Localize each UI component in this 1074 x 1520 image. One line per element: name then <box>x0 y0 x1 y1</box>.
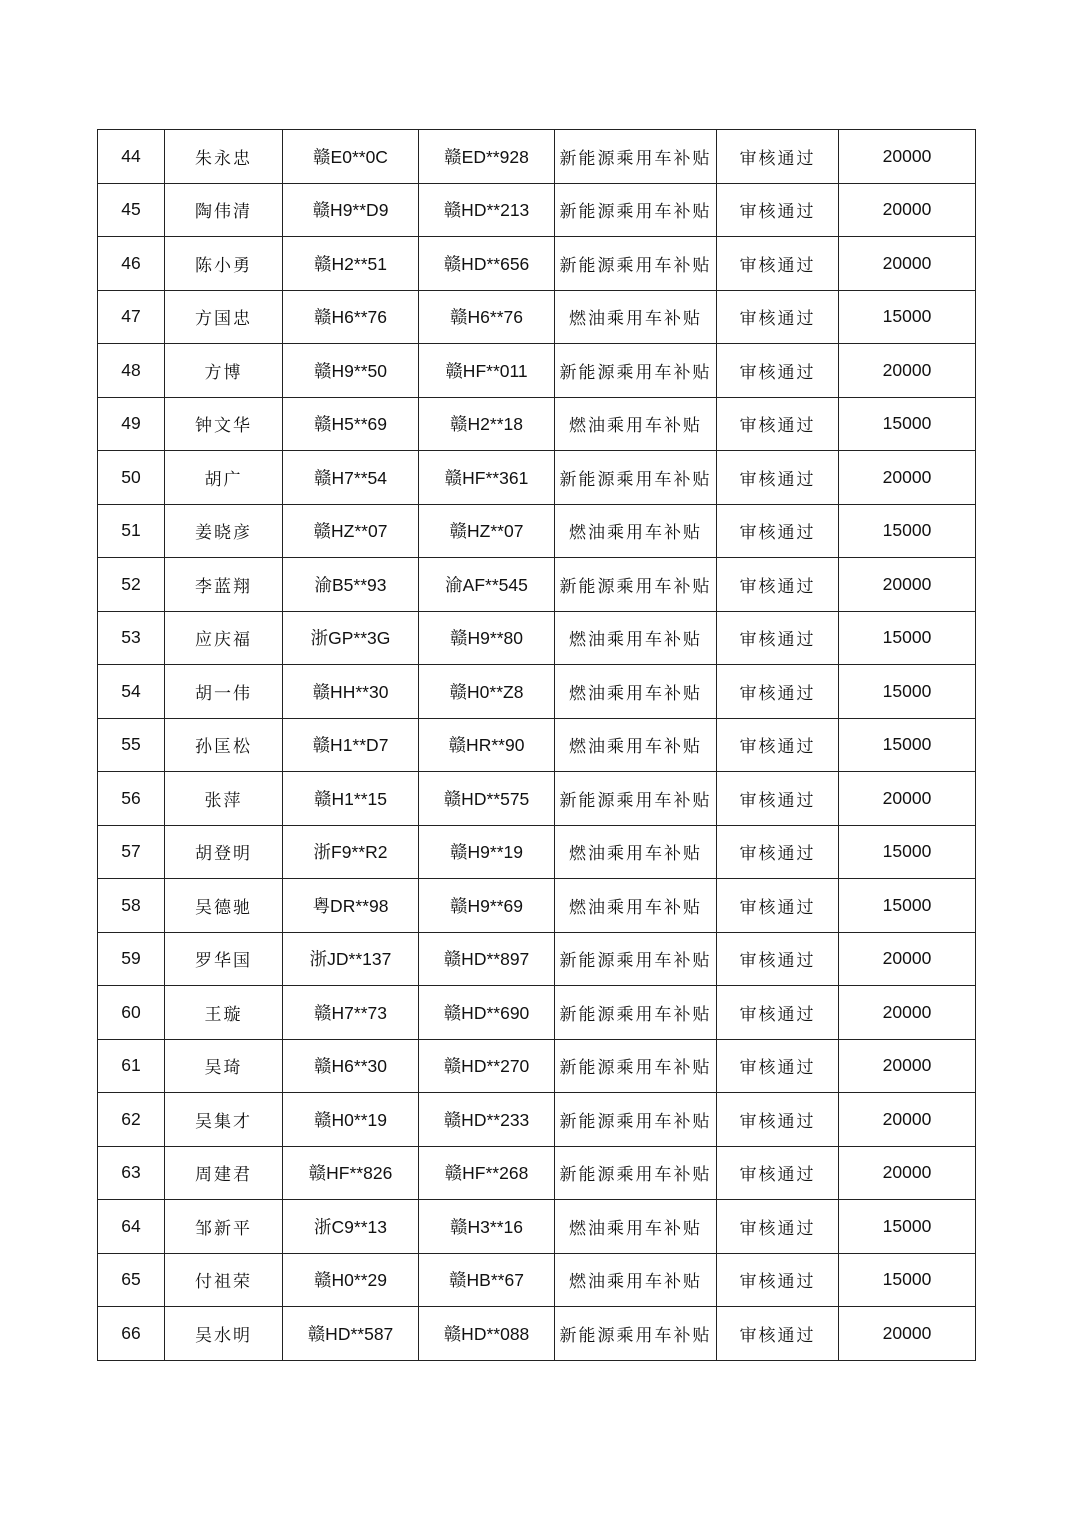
applicant-name-cell: 张萍 <box>165 772 283 826</box>
row-number-cell: 45 <box>98 183 165 237</box>
table-row <box>98 718 976 772</box>
subsidy-type-cell: 新能源乘用车补贴 <box>555 183 717 237</box>
table-row <box>98 1146 976 1200</box>
applicant-name-cell: 吴德驰 <box>165 879 283 933</box>
review-status-cell: 审核通过 <box>717 451 839 505</box>
table-row <box>98 397 976 451</box>
subsidy-type-cell: 新能源乘用车补贴 <box>555 932 717 986</box>
table-row <box>98 1039 976 1093</box>
review-status-cell: 审核通过 <box>717 558 839 612</box>
plate-number-cell: 赣E0**0C <box>283 130 419 184</box>
row-number-cell: 48 <box>98 344 165 398</box>
plate-number-cell: 赣HD**575 <box>419 772 555 826</box>
subsidy-type-cell: 新能源乘用车补贴 <box>555 986 717 1040</box>
row-number-cell: 65 <box>98 1253 165 1307</box>
row-number-cell: 53 <box>98 611 165 665</box>
review-status-cell: 审核通过 <box>717 986 839 1040</box>
plate-number-cell: 赣HB**67 <box>419 1253 555 1307</box>
amount-cell: 15000 <box>839 397 976 451</box>
review-status-cell: 审核通过 <box>717 344 839 398</box>
applicant-name-cell: 罗华国 <box>165 932 283 986</box>
plate-number-cell: 赣H6**76 <box>283 290 419 344</box>
row-number-cell: 66 <box>98 1307 165 1361</box>
row-number-cell: 51 <box>98 504 165 558</box>
plate-number-cell: 浙C9**13 <box>283 1200 419 1254</box>
plate-number-cell: 渝AF**545 <box>419 558 555 612</box>
amount-cell: 15000 <box>839 665 976 719</box>
plate-number-cell: 赣H0**29 <box>283 1253 419 1307</box>
table-row <box>98 1200 976 1254</box>
amount-cell: 15000 <box>839 1253 976 1307</box>
amount-cell: 20000 <box>839 1093 976 1147</box>
plate-number-cell: 赣HH**30 <box>283 665 419 719</box>
table-row <box>98 1307 976 1361</box>
amount-cell: 20000 <box>839 130 976 184</box>
review-status-cell: 审核通过 <box>717 1093 839 1147</box>
table-row <box>98 130 976 184</box>
table-row <box>98 1253 976 1307</box>
subsidy-type-cell: 新能源乘用车补贴 <box>555 451 717 505</box>
plate-number-cell: 赣H2**51 <box>283 237 419 291</box>
plate-number-cell: 浙F9**R2 <box>283 825 419 879</box>
subsidy-type-cell: 燃油乘用车补贴 <box>555 665 717 719</box>
row-number-cell: 62 <box>98 1093 165 1147</box>
table-row <box>98 183 976 237</box>
row-number-cell: 63 <box>98 1146 165 1200</box>
row-number-cell: 61 <box>98 1039 165 1093</box>
plate-number-cell: 赣H2**18 <box>419 397 555 451</box>
amount-cell: 20000 <box>839 451 976 505</box>
amount-cell: 15000 <box>839 879 976 933</box>
amount-cell: 15000 <box>839 1200 976 1254</box>
row-number-cell: 57 <box>98 825 165 879</box>
amount-cell: 20000 <box>839 986 976 1040</box>
plate-number-cell: 赣H0**Z8 <box>419 665 555 719</box>
row-number-cell: 55 <box>98 718 165 772</box>
amount-cell: 20000 <box>839 558 976 612</box>
plate-number-cell: 赣H9**50 <box>283 344 419 398</box>
plate-number-cell: 赣HD**897 <box>419 932 555 986</box>
plate-number-cell: 赣H9**D9 <box>283 183 419 237</box>
row-number-cell: 46 <box>98 237 165 291</box>
plate-number-cell: 赣H6**30 <box>283 1039 419 1093</box>
subsidy-type-cell: 新能源乘用车补贴 <box>555 130 717 184</box>
plate-number-cell: 粤DR**98 <box>283 879 419 933</box>
amount-cell: 15000 <box>839 825 976 879</box>
row-number-cell: 56 <box>98 772 165 826</box>
amount-cell: 20000 <box>839 772 976 826</box>
review-status-cell: 审核通过 <box>717 825 839 879</box>
applicant-name-cell: 姜晓彦 <box>165 504 283 558</box>
amount-cell: 20000 <box>839 932 976 986</box>
applicant-name-cell: 钟文华 <box>165 397 283 451</box>
plate-number-cell: 赣H7**73 <box>283 986 419 1040</box>
applicant-name-cell: 朱永忠 <box>165 130 283 184</box>
applicant-name-cell: 李蓝翔 <box>165 558 283 612</box>
amount-cell: 15000 <box>839 290 976 344</box>
applicant-name-cell: 胡广 <box>165 451 283 505</box>
plate-number-cell: 赣ED**928 <box>419 130 555 184</box>
subsidy-type-cell: 燃油乘用车补贴 <box>555 397 717 451</box>
table-row <box>98 558 976 612</box>
row-number-cell: 44 <box>98 130 165 184</box>
plate-number-cell: 赣H3**16 <box>419 1200 555 1254</box>
plate-number-cell: 赣HF**268 <box>419 1146 555 1200</box>
review-status-cell: 审核通过 <box>717 932 839 986</box>
row-number-cell: 47 <box>98 290 165 344</box>
plate-number-cell: 赣H6**76 <box>419 290 555 344</box>
table-row <box>98 1093 976 1147</box>
table-row <box>98 986 976 1040</box>
review-status-cell: 审核通过 <box>717 1253 839 1307</box>
subsidy-type-cell: 新能源乘用车补贴 <box>555 237 717 291</box>
subsidy-type-cell: 燃油乘用车补贴 <box>555 290 717 344</box>
table-row <box>98 825 976 879</box>
subsidy-type-cell: 新能源乘用车补贴 <box>555 558 717 612</box>
plate-number-cell: 赣HF**826 <box>283 1146 419 1200</box>
review-status-cell: 审核通过 <box>717 1146 839 1200</box>
row-number-cell: 49 <box>98 397 165 451</box>
subsidy-type-cell: 新能源乘用车补贴 <box>555 344 717 398</box>
amount-cell: 20000 <box>839 183 976 237</box>
amount-cell: 20000 <box>839 1307 976 1361</box>
table-row <box>98 611 976 665</box>
row-number-cell: 54 <box>98 665 165 719</box>
plate-number-cell: 赣H1**D7 <box>283 718 419 772</box>
table-body <box>98 130 976 1361</box>
plate-number-cell: 赣HF**011 <box>419 344 555 398</box>
plate-number-cell: 赣HZ**07 <box>283 504 419 558</box>
row-number-cell: 52 <box>98 558 165 612</box>
subsidy-type-cell: 新能源乘用车补贴 <box>555 1093 717 1147</box>
plate-number-cell: 赣HR**90 <box>419 718 555 772</box>
subsidy-type-cell: 燃油乘用车补贴 <box>555 1200 717 1254</box>
plate-number-cell: 赣HD**233 <box>419 1093 555 1147</box>
subsidy-type-cell: 燃油乘用车补贴 <box>555 879 717 933</box>
row-number-cell: 60 <box>98 986 165 1040</box>
applicant-name-cell: 周建君 <box>165 1146 283 1200</box>
table-row <box>98 451 976 505</box>
applicant-name-cell: 方国忠 <box>165 290 283 344</box>
amount-cell: 15000 <box>839 611 976 665</box>
applicant-name-cell: 付祖荣 <box>165 1253 283 1307</box>
table-row <box>98 772 976 826</box>
table-row <box>98 237 976 291</box>
review-status-cell: 审核通过 <box>717 1307 839 1361</box>
subsidy-table <box>97 129 976 1361</box>
applicant-name-cell: 吴集才 <box>165 1093 283 1147</box>
amount-cell: 20000 <box>839 1146 976 1200</box>
plate-number-cell: 赣H0**19 <box>283 1093 419 1147</box>
plate-number-cell: 赣HD**213 <box>419 183 555 237</box>
subsidy-type-cell: 新能源乘用车补贴 <box>555 1307 717 1361</box>
subsidy-type-cell: 燃油乘用车补贴 <box>555 504 717 558</box>
row-number-cell: 64 <box>98 1200 165 1254</box>
review-status-cell: 审核通过 <box>717 1039 839 1093</box>
plate-number-cell: 赣HD**270 <box>419 1039 555 1093</box>
plate-number-cell: 赣H1**15 <box>283 772 419 826</box>
applicant-name-cell: 王璇 <box>165 986 283 1040</box>
review-status-cell: 审核通过 <box>717 879 839 933</box>
subsidy-type-cell: 新能源乘用车补贴 <box>555 1039 717 1093</box>
table-row <box>98 932 976 986</box>
row-number-cell: 58 <box>98 879 165 933</box>
review-status-cell: 审核通过 <box>717 237 839 291</box>
amount-cell: 15000 <box>839 718 976 772</box>
applicant-name-cell: 陈小勇 <box>165 237 283 291</box>
plate-number-cell: 赣H9**19 <box>419 825 555 879</box>
plate-number-cell: 浙JD**137 <box>283 932 419 986</box>
review-status-cell: 审核通过 <box>717 130 839 184</box>
subsidy-type-cell: 燃油乘用车补贴 <box>555 1253 717 1307</box>
applicant-name-cell: 邹新平 <box>165 1200 283 1254</box>
plate-number-cell: 赣HF**361 <box>419 451 555 505</box>
review-status-cell: 审核通过 <box>717 183 839 237</box>
table-row <box>98 504 976 558</box>
plate-number-cell: 赣HD**088 <box>419 1307 555 1361</box>
review-status-cell: 审核通过 <box>717 397 839 451</box>
amount-cell: 20000 <box>839 237 976 291</box>
applicant-name-cell: 胡一伟 <box>165 665 283 719</box>
amount-cell: 15000 <box>839 504 976 558</box>
plate-number-cell: 赣H9**69 <box>419 879 555 933</box>
plate-number-cell: 赣HD**690 <box>419 986 555 1040</box>
review-status-cell: 审核通过 <box>717 772 839 826</box>
row-number-cell: 50 <box>98 451 165 505</box>
applicant-name-cell: 胡登明 <box>165 825 283 879</box>
applicant-name-cell: 应庆福 <box>165 611 283 665</box>
review-status-cell: 审核通过 <box>717 718 839 772</box>
plate-number-cell: 渝B5**93 <box>283 558 419 612</box>
subsidy-type-cell: 新能源乘用车补贴 <box>555 772 717 826</box>
review-status-cell: 审核通过 <box>717 504 839 558</box>
table-row <box>98 879 976 933</box>
plate-number-cell: 赣HD**587 <box>283 1307 419 1361</box>
review-status-cell: 审核通过 <box>717 1200 839 1254</box>
subsidy-type-cell: 燃油乘用车补贴 <box>555 718 717 772</box>
applicant-name-cell: 吴水明 <box>165 1307 283 1361</box>
plate-number-cell: 赣H7**54 <box>283 451 419 505</box>
plate-number-cell: 赣H9**80 <box>419 611 555 665</box>
plate-number-cell: 浙GP**3G <box>283 611 419 665</box>
applicant-name-cell: 吴琦 <box>165 1039 283 1093</box>
row-number-cell: 59 <box>98 932 165 986</box>
applicant-name-cell: 方博 <box>165 344 283 398</box>
plate-number-cell: 赣HZ**07 <box>419 504 555 558</box>
review-status-cell: 审核通过 <box>717 290 839 344</box>
table-row <box>98 344 976 398</box>
review-status-cell: 审核通过 <box>717 665 839 719</box>
applicant-name-cell: 陶伟清 <box>165 183 283 237</box>
plate-number-cell: 赣H5**69 <box>283 397 419 451</box>
table-row <box>98 290 976 344</box>
table-row <box>98 665 976 719</box>
subsidy-type-cell: 燃油乘用车补贴 <box>555 611 717 665</box>
applicant-name-cell: 孙匡松 <box>165 718 283 772</box>
review-status-cell: 审核通过 <box>717 611 839 665</box>
subsidy-type-cell: 新能源乘用车补贴 <box>555 1146 717 1200</box>
plate-number-cell: 赣HD**656 <box>419 237 555 291</box>
amount-cell: 20000 <box>839 344 976 398</box>
subsidy-type-cell: 燃油乘用车补贴 <box>555 825 717 879</box>
amount-cell: 20000 <box>839 1039 976 1093</box>
